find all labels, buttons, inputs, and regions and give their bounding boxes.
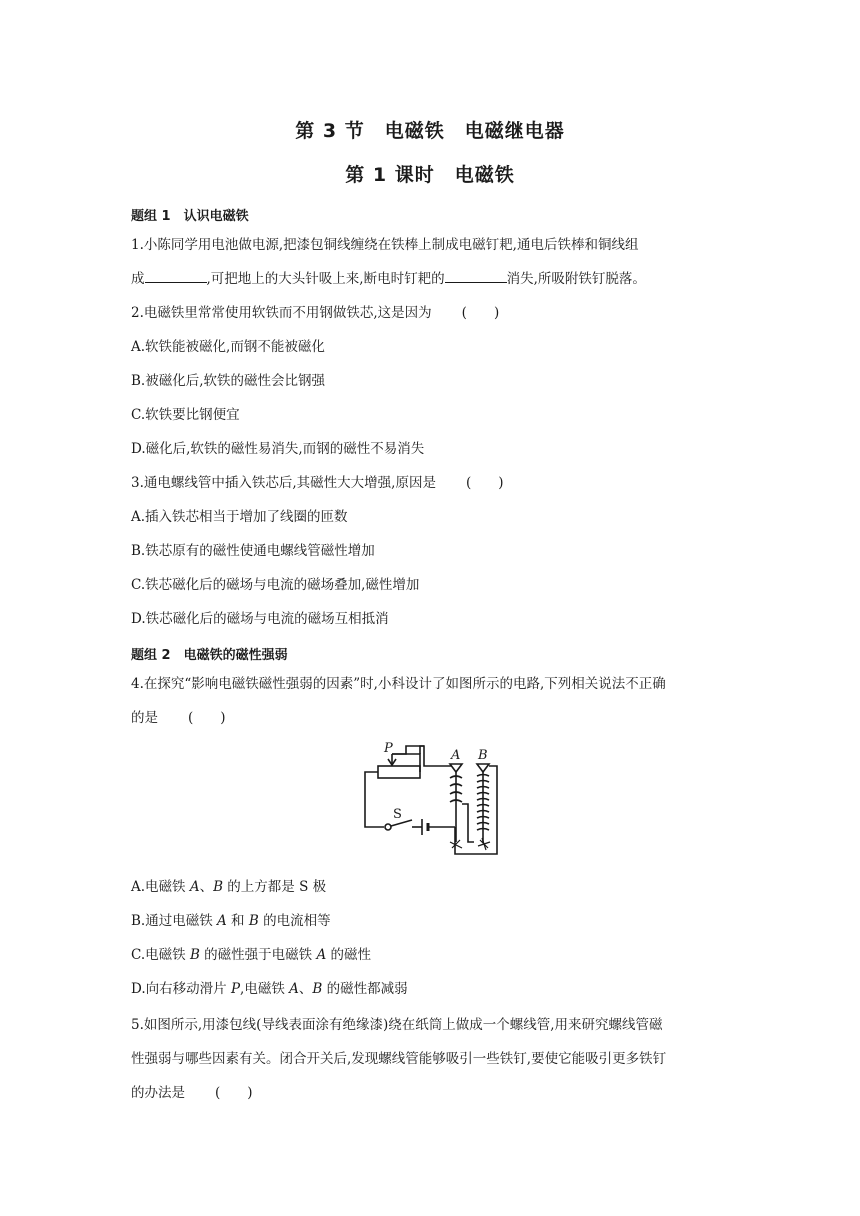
- label-p: P: [384, 742, 393, 756]
- q3-answer-paren: ( ): [465, 475, 504, 491]
- q4-b-text-1: B.通过电磁铁: [131, 913, 218, 929]
- q1-text-c: 消失,所吸附铁钉脱落。: [506, 271, 646, 287]
- q4-c-text-1: C.电磁铁: [131, 947, 190, 963]
- q4-a-var-2: B: [213, 879, 224, 895]
- section-title: 第 3 节 电磁铁 电磁继电器: [295, 120, 565, 142]
- q5-line-3: [131, 1083, 253, 1103]
- q4-line-1: 4.在探究“影响电磁铁磁性强弱的因素”时,小科设计了如图所示的电路,下列相关说法不正确: [131, 676, 666, 692]
- q2-option-a: A.软铁能被磁化,而钢不能被磁化: [131, 339, 325, 355]
- q4-stem-end: 的是: [131, 710, 158, 726]
- q4-d-text-1: D.向右移动滑片: [131, 981, 231, 997]
- q2-stem-line: [131, 303, 499, 323]
- q4-d-text-3: 、: [298, 981, 313, 997]
- q1-blank-1: [145, 269, 207, 283]
- q3-stem-line: [131, 473, 504, 493]
- q1-line-2: [131, 269, 646, 289]
- q1-blank-2: [445, 269, 507, 283]
- q1-text-a: 成: [131, 271, 145, 287]
- label-b: B: [478, 748, 488, 763]
- q4-option-a: [131, 877, 326, 897]
- label-s: S: [393, 807, 402, 822]
- q5-stem-end: 的办法是: [131, 1085, 185, 1101]
- q4-answer-paren: ( ): [188, 710, 226, 726]
- electromagnet-a-head: [450, 764, 462, 772]
- q5-line-1: 5.如图所示,用漆包线(导线表面涂有绝缘漆)绕在纸筒上做成一个螺线管,用来研究螺线管磁: [131, 1017, 663, 1033]
- q2-stem: 2.电磁铁里常常使用软铁而不用钢做铁芯,这是因为: [131, 305, 432, 321]
- q4-c-text-2: 的磁性强于电磁铁: [199, 947, 317, 963]
- group-2-heading: 题组 2 电磁铁的磁性强弱: [131, 648, 288, 663]
- switch-contact: [385, 824, 391, 830]
- q5-line-2: 性强弱与哪些因素有关。闭合开关后,发现螺线管能够吸引一些铁钉,要使它能吸引更多铁钉: [131, 1051, 667, 1067]
- q2-answer-paren: ( ): [461, 305, 500, 321]
- q4-line-2: [131, 708, 226, 728]
- q4-a-text-2: 、: [199, 879, 214, 895]
- q1-line-1: 1.小陈同学用电池做电源,把漆包铜线缠绕在铁棒上制成电磁钉耙,通电后铁棒和铜线组: [131, 237, 639, 253]
- q4-circuit-diagram: [362, 742, 502, 860]
- q4-c-var-2: A: [316, 947, 327, 963]
- q3-option-c: C.铁芯磁化后的磁场与电流的磁场叠加,磁性增加: [131, 577, 420, 593]
- q4-b-var-1: A: [217, 913, 227, 929]
- q4-d-text-2: ,电磁铁: [240, 981, 290, 997]
- q4-b-text-2: 和: [226, 913, 249, 929]
- q4-b-var-2: B: [248, 913, 259, 929]
- q2-option-c: C.软铁要比钢便宜: [131, 407, 240, 423]
- q2-option-d: D.磁化后,软铁的磁性易消失,而钢的磁性不易消失: [131, 441, 425, 457]
- group-1-heading: 题组 1 认识电磁铁: [131, 209, 249, 224]
- q4-option-c: [131, 945, 371, 965]
- q4-d-text-4: 的磁性都减弱: [322, 981, 408, 997]
- rheostat-body: [378, 766, 420, 778]
- q3-option-d: D.铁芯磁化后的磁场与电流的磁场互相抵消: [131, 611, 389, 627]
- q4-c-text-3: 的磁性: [326, 947, 371, 963]
- q4-b-text-3: 的电流相等: [258, 913, 331, 929]
- q1-text-b: ,可把地上的大头针吸上来,断电时钉耙的: [206, 271, 445, 287]
- q2-option-b: B.被磁化后,软铁的磁性会比钢强: [131, 373, 326, 389]
- q3-option-b: B.铁芯原有的磁性使通电螺线管磁性增加: [131, 543, 375, 559]
- q4-d-var-1: P: [230, 981, 241, 997]
- left-wire: [365, 772, 384, 827]
- q4-option-b: [131, 911, 331, 931]
- q4-d-var-2: A: [289, 981, 299, 997]
- q5-answer-paren: ( ): [215, 1085, 253, 1101]
- electromagnet-b-head: [477, 764, 489, 772]
- q4-a-text-1: A.电磁铁: [131, 879, 190, 895]
- q4-option-d: [131, 979, 408, 999]
- q3-option-a: A.插入铁芯相当于增加了线圈的匝数: [131, 509, 348, 525]
- lesson-title: 第 1 课时 电磁铁: [345, 164, 515, 186]
- q4-a-var-1: A: [189, 879, 200, 895]
- q4-d-var-3: B: [312, 981, 323, 997]
- label-a: A: [451, 748, 461, 763]
- q4-a-text-3: 的上方都是 S 极: [223, 879, 327, 895]
- q3-stem: 3.通电螺线管中插入铁芯后,其磁性大大增强,原因是: [131, 475, 436, 491]
- q4-c-var-1: B: [189, 947, 200, 963]
